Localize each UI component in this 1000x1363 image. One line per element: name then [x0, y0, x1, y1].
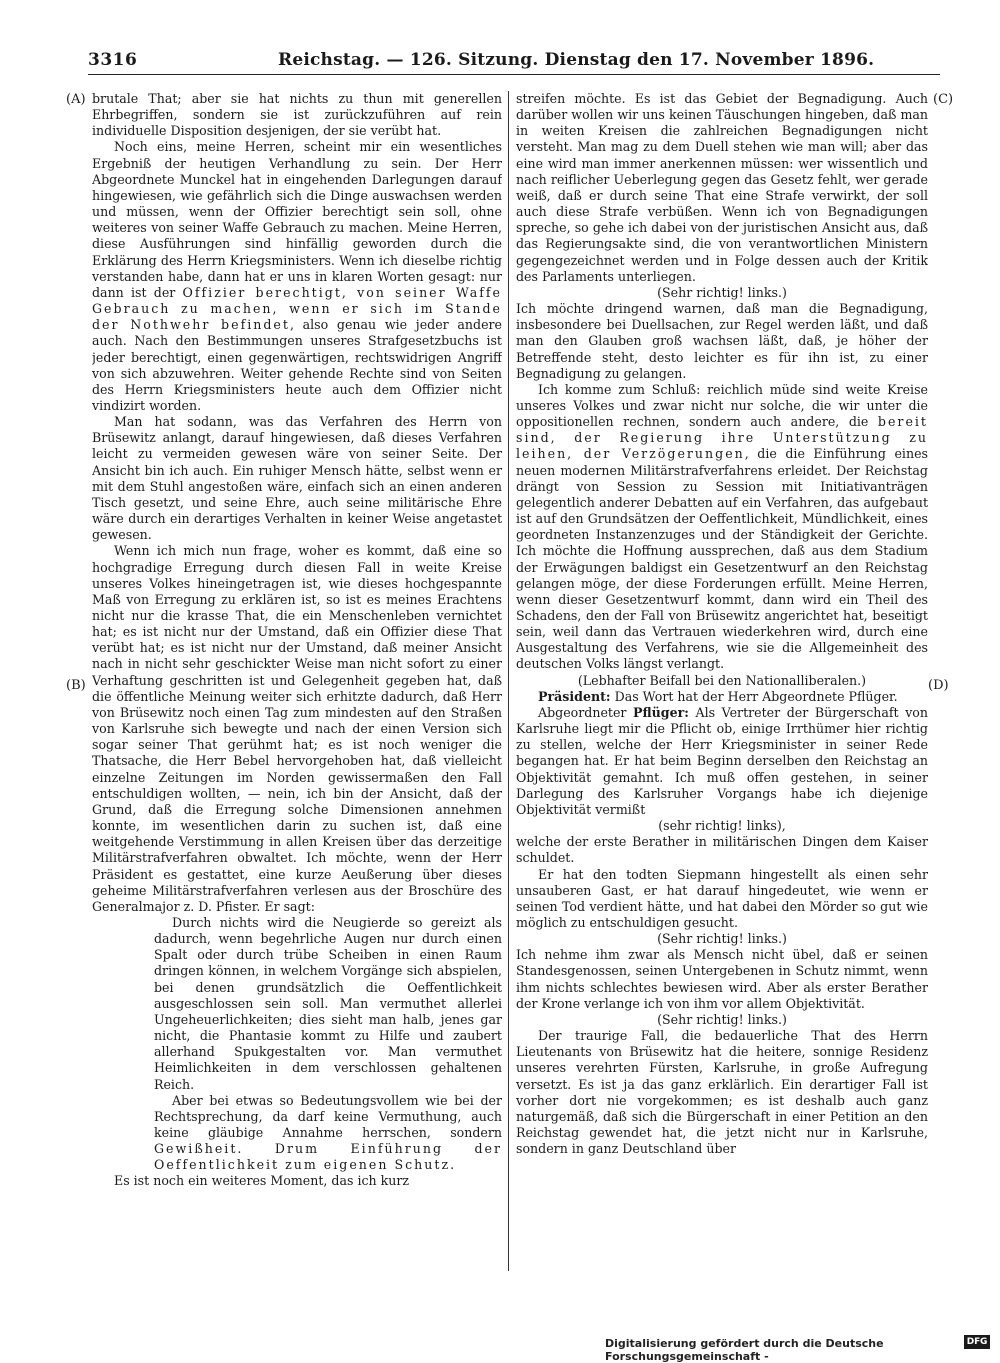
- text-run: Abgeordneter: [538, 704, 634, 720]
- column-divider: [508, 91, 509, 1271]
- paragraph: [516, 382, 928, 673]
- paragraph: Der traurige Fall, die bedauerliche That des Herrn Lieutenants von Brüsewitz hat die heitere, sonnige Residenz unseres verehrten Fürsten, Karlsruhe, in große Aufregung versetzt. Es ist ja das ganz erklärlich. Ein derartiger Fall ist vorher dort nie vorgekommen; es ist deshalb auch ganz naturgemäß, daß sich die Bürgerschaft in einer Petition an den Reichstag gewendet hat, die jetzt nicht nur in Karlsruhe, sondern in ganz Deutschland über: [516, 1028, 928, 1157]
- paragraph: [516, 705, 928, 818]
- speaker-label: Präsident:: [538, 688, 611, 704]
- paragraph: streifen möchte. Es ist das Gebiet der Begnadigung. Auch darüber wollen wir uns keinen Täuschungen hingeben, daß man in weiten Kreisen die zahlreichen Begnadigungen nicht versteht. Man mag zu dem Duell stehen wie man will; aber das eine wird man immer anerkennen müssen: wer wissentlich und nach reiflicher Ueberlegung gegen das Gesetz fehlt, wer gerade weiß, daß er durch seine That eine Strafe verwirkt, der soll auch diese Strafe verbüßen. Wenn ich von Begnadigungen spreche, so gehe ich dabei von der juristischen Ansicht aus, daß das Regierungsakte sind, die von verantwortlichen Ministern gegengezeichnet werden und in Folge dessen auch der Kritik des Parlaments unterliegen.: [516, 91, 928, 284]
- text-run: Aber bei etwas so Bedeutungsvollem wie bei der Rechtsprechung, da darf keine Vermuthung, auch keine gläubige Annahme herrschen, sondern: [154, 1092, 502, 1140]
- digitization-credit: Digitalisierung gefördert durch die Deutsche Forschungsgemeinschaft -: [605, 1337, 884, 1363]
- interjection: (Lebhafter Beifall bei den Nationalliberalen.): [577, 672, 867, 688]
- margin-marker-c: (C): [933, 92, 954, 107]
- paragraph: Ich möchte dringend warnen, daß man die Begnadigung, insbesondere bei Duellsachen, zur Regel werden läßt, und daß man den Glauben groß wachsen läßt, daß, je höher der Betreffende steht, desto leichter es für ihn ist, zu einer Begnadigung zu gelangen.: [516, 301, 928, 381]
- emphasized-text: bereit sind, der Regierung ihre Unterstützung zu leihen, der Verzögerungen: [516, 414, 928, 462]
- paragraph: brutale That; aber sie hat nichts zu thun mit generellen Ehrbegriffen, sondern sie ist zurückzuführen auf rein individuelle Disposition desjenigen, der sie verübt hat.: [92, 91, 502, 139]
- interjection: (Sehr richtig! links.): [657, 931, 787, 947]
- margin-marker-d: (D): [928, 678, 949, 693]
- right-column: [516, 91, 928, 1271]
- block-quote: Durch nichts wird die Neugierde so gereizt als dadurch, wenn begehrliche Augen nur durch einen Spalt oder durch trübe Scheiben in einen Raum dringen können, in welchem Vorgänge sich abspielen, bei denen grundsätzlich die Oeffentlichkeit ausgeschlossen sein soll. Man vermuthet allerlei Ungeheuerlichkeiten; dies sieht man halb, jenes gar nicht, die Phantasie kommt zu Hilfe und zaubert allerhand Spukgestalten vor. Man vermuthet Heimlichkeiten in dem verschlossen gehaltenen Reich.: [154, 914, 502, 1092]
- left-column: [92, 91, 502, 1271]
- paragraph: Er hat den todten Siepmann hingestellt als einen sehr unsauberen Gast, er hat darauf hingedeutet, wie wenn er seinen Tod verdient hätte, und hat dabei den Mörder so gut wie möglich zu entschuldigen gesucht.: [516, 866, 928, 930]
- margin-marker-a: (A): [66, 92, 86, 107]
- text-run: Als Vertreter der Bürgerschaft von Karlsruhe liegt mir die Pflicht ob, einige Irrthümer hier richtig zu stellen, welche der Herr Kriegsminister in seiner Rede begangen hat. Er hat beim Beginn derselben den Reichstag an Objektivität gemahnt. Ich muß offen gestehen, in seiner Darlegung des Karlsruher Vorgangs habe ich diejenige Objektivität vermißt: [516, 704, 928, 817]
- paragraph: Man hat sodann, was das Verfahren des Herrn von Brüsewitz anlangt, darauf hingewiesen, daß dieses Verfahren leicht zu vermeiden gewesen wäre von seiner Seite. Der Ansicht bin ich auch. Ein ruhiger Mensch hätte, selbst wenn er mit dem Stuhl angestoßen wäre, einfach sich an einen anderen Tisch gesetzt, und seine Ehre, auch seine militärische Ehre wäre durch ein derartiges Verhalten in keiner Weise angetastet gewesen.: [92, 414, 502, 543]
- block-quote: [154, 1093, 502, 1174]
- running-head: Reichstag. — 126. Sitzung. Dienstag den 17. November 1896.: [278, 50, 875, 70]
- paragraph: Es ist noch ein weiteres Moment, das ich kurz: [114, 1173, 410, 1189]
- text-run: , also genau wie jeder andere auch. Nach den Bestimmungen unseres Strafgesetzbuchs ist jeder berechtigt, einen gegenwärtigen, rechtswidrigen Angriff von sich abzuwehren. Weiter gehende Rechte sind von Seiten des Herrn Kriegsministers heute auch dem Offizier nicht vindizirt worden.: [92, 317, 502, 413]
- interjection: (sehr richtig! links),: [658, 818, 786, 834]
- text-run: Noch eins, meine Herren, scheint mir ein wesentliches Ergebniß der heutigen Verhandlung zu sein. Der Herr Abgeordnete Munckel hat in eingehenden Darlegungen darauf hingewiesen, wie gefährlich sich die Dinge auswachsen werden und müssen, wenn der Offizier berechtigt sein soll, ohne weiteres von seiner Waffe Gebrauch zu machen. Meine Herren, diese Ausführungen sind hinfällig geworden durch die Erklärung des Herrn Kriegsministers. Wenn ich dieselbe richtig verstanden habe, dann hat er uns in klaren Worten gesagt: nur dann ist der: [92, 139, 502, 300]
- emphasized-text: Offizier berechtigt, von seiner Waffe Gebrauch zu machen, wenn er sich im Stande der Nothwehr befindet: [92, 284, 502, 333]
- paragraph: Ich nehme ihm zwar als Mensch nicht übel, daß er seinen Standesgenossen, seinen Untergebenen in Schutz nimmt, wenn ihm nichts schlechtes bewiesen wird. Aber als erster Berather der Krone verlange ich von ihm vor allem Objektivität.: [516, 947, 928, 1011]
- emphasized-text: Gewißheit. Drum Einführung der Oeffentlichkeit zum eigenen Schutz.: [154, 1141, 502, 1173]
- margin-marker-b: (B): [66, 678, 86, 693]
- paragraph: Wenn ich mich nun frage, woher es kommt, daß eine so hochgradige Erregung durch diesen Fall in weite Kreise unseres Volkes hineingetragen ist, wie dieses hochgespannte Maß von Erregung zu erklären ist, so ist es meines Erachtens nicht nur die krasse That, die ein Menschenleben vernichtet hat; es ist nicht nur der Umstand, daß ein Offizier diese That verübt hat; es ist nicht nur der Umstand, daß meiner Ansicht nach in nicht sehr geschickter Weise man nicht sofort zu einer Verhaftung geschritten ist und Gelegenheit gegeben hat, daß die öffentliche Meinung weiter sich erhitzte dadurch, daß Herr von Brüsewitz noch einen Tag zum mindesten auf den Straßen von Karlsruhe sich bewegte und nach der einen Version sich sogar seiner That gerühmt hat; es ist noch weniger die Thatsache, die Herr Bebel hervorgehoben hat, daß vielleicht einzelne Zeitungen im Norden gewissermaßen den Fall entschuldigen wollten, — nein, ich bin der Ansicht, daß der Grund, daß die Erregung solche Dimensionen annehmen konnte, im wesentlichen darin zu suchen ist, daß eine weitgehende Verstimmung in allen Kreisen über das derzeitige Militärstrafverfahren obwaltet. Ich möchte, wenn der Herr Präsident es gestattet, eine kurze Aeußerung über dieses geheime Militärstrafverfahren verlesen aus der Broschüre des Generalmajor z. D. Pfister. Er sagt:: [92, 543, 502, 914]
- speaker-label: Pflüger:: [633, 704, 689, 720]
- page-header: [88, 48, 940, 75]
- paragraph: welche der erste Berather in militärischen Dingen dem Kaiser schuldet.: [516, 834, 928, 866]
- interjection: (Sehr richtig! links.): [657, 284, 787, 300]
- interjection: (Sehr richtig! links.): [657, 1011, 787, 1027]
- dfg-logo: DFG: [964, 1335, 990, 1349]
- text-run: , die die Einführung eines neuen modernen Militärstrafverfahrens erleidet. Der Reichstag drängt von Session zu Session mit Initiativanträgen gelegentlich anderer Debatten auf ein Verfahren, das aufgebaut ist auf den Grundsätzen der Oeffentlichkeit, Mündlichkeit, eines geordneten Instanzenzuges und der Ständigkeit der Gerichte. Ich möchte die Hoffnung aussprechen, daß aus dem Stadium der Erwägungen baldigst ein Gesetzentwurf an den Reichstag gelangen möge, der diese Forderungen erfüllt. Meine Herren, wenn dieser Gesetzentwurf kommt, dann wird ein Theil des Schadens, den der Fall von Brüsewitz angerichtet hat, beseitigt sein, weil dann das Vertrauen wiederkehren wird, durch eine Ausgestaltung des Verfahrens, wie sie die Allgemeinheit des deutschen Volks längst verlangt.: [516, 446, 928, 672]
- paragraph: [516, 689, 928, 705]
- paragraph: [92, 139, 502, 414]
- page-number: 3316: [88, 50, 138, 70]
- text-run: Ich komme zum Schluß: reichlich müde sind weite Kreise unseres Volkes und zwar nicht nur solche, die wir unter die oppositionellen rechnen, sondern auch andere, die: [516, 381, 928, 430]
- text-run: Das Wort hat der Herr Abgeordnete Pflüger.: [610, 688, 898, 704]
